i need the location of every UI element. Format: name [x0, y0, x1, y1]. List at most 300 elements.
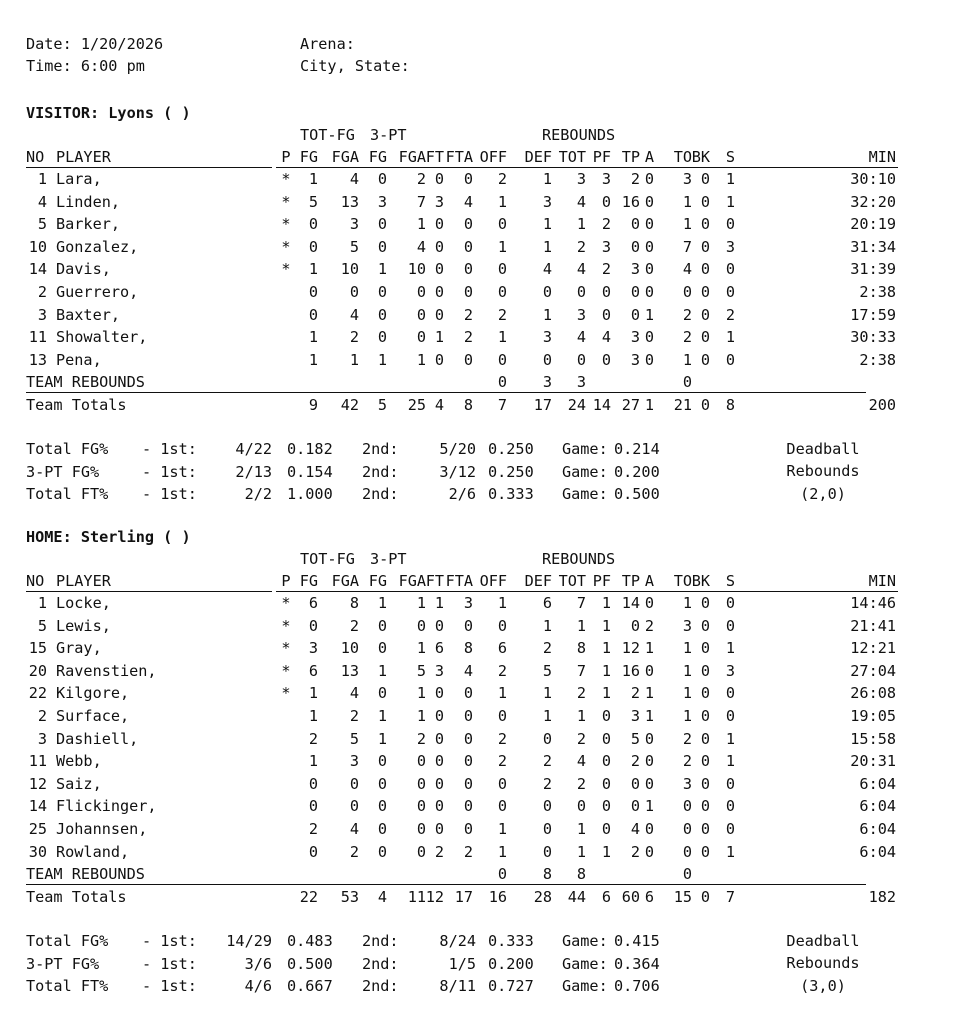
stat-to: 1 — [682, 215, 692, 233]
total-reb-tot: 44 — [567, 888, 586, 906]
stat-3pt-fg: 0 — [377, 238, 387, 256]
player-starter-flag: * — [281, 639, 291, 657]
stat-s: 0 — [725, 283, 735, 301]
stat-fga: 5 — [349, 238, 359, 256]
stat-ft: 0 — [434, 617, 444, 635]
stat-a: 0 — [644, 351, 654, 369]
pct-first-half-made: 2/13 — [235, 463, 272, 481]
stat-3pt-fg: 1 — [377, 662, 387, 680]
stat-fta: 0 — [463, 617, 473, 635]
stat-reb-off: 2 — [497, 662, 507, 680]
stat-pf: 1 — [601, 617, 611, 635]
stat-to: 0 — [682, 820, 692, 838]
stat-3pt-fga: 1 — [416, 684, 426, 702]
stat-tp: 0 — [630, 617, 640, 635]
player-name: Johannsen, — [56, 820, 148, 838]
stat-min: 27:04 — [850, 662, 896, 680]
stat-reb-off: 2 — [497, 730, 507, 748]
stat-bk: 0 — [700, 617, 710, 635]
stat-to: 1 — [682, 662, 692, 680]
stat-fg: 0 — [308, 617, 318, 635]
stat-ft: 0 — [434, 351, 444, 369]
stat-3pt-fg: 0 — [377, 283, 387, 301]
stat-bk: 0 — [700, 639, 710, 657]
stat-reb-def: 2 — [542, 639, 552, 657]
pct-label: Total FG% — [26, 440, 109, 458]
stat-s: 1 — [725, 193, 735, 211]
stat-fg: 0 — [308, 306, 318, 324]
stat-to: 1 — [682, 351, 692, 369]
pct-first-half-value: 0.667 — [287, 977, 333, 995]
player-name: Gonzalez, — [56, 238, 139, 256]
stat-pf: 0 — [601, 775, 611, 793]
stat-a: 0 — [644, 752, 654, 770]
team-rebounds-label: TEAM REBOUNDS — [26, 373, 145, 391]
stat-fga: 4 — [349, 684, 359, 702]
stat-reb-def: 1 — [542, 707, 552, 725]
col-header-def-10: DEF — [524, 148, 552, 166]
stat-bk: 0 — [700, 820, 710, 838]
stat-a: 1 — [644, 797, 654, 815]
col-header-min-18: MIN — [868, 572, 896, 590]
header-underline-left — [26, 167, 272, 168]
pct-second-half-label: 2nd: — [362, 463, 399, 481]
player-starter-flag: * — [281, 170, 291, 188]
game-date: Date: 1/20/2026 — [26, 35, 164, 53]
player-name: Flickinger, — [56, 797, 157, 815]
stat-reb-tot: 4 — [576, 260, 586, 278]
stat-s: 0 — [725, 351, 735, 369]
stat-a: 2 — [644, 617, 654, 635]
stat-reb-off: 1 — [497, 820, 507, 838]
stat-bk: 0 — [700, 594, 710, 612]
stat-tp: 16 — [621, 193, 640, 211]
stat-bk: 0 — [700, 193, 710, 211]
stat-bk: 0 — [700, 306, 710, 324]
stat-3pt-fg: 0 — [377, 639, 387, 657]
team-totals-label: Team Totals — [26, 396, 127, 414]
stat-3pt-fga: 1 — [416, 707, 426, 725]
stat-fg: 0 — [308, 797, 318, 815]
stat-fga: 4 — [349, 820, 359, 838]
stat-tp: 3 — [630, 328, 640, 346]
stat-to: 2 — [682, 306, 692, 324]
stat-to: 1 — [682, 707, 692, 725]
pct-second-half-label: 2nd: — [362, 932, 399, 950]
total-to: 15 — [673, 888, 692, 906]
stat-reb-tot: 1 — [576, 617, 586, 635]
stat-pf: 0 — [601, 193, 611, 211]
stat-fg: 6 — [308, 662, 318, 680]
stat-bk: 0 — [700, 730, 710, 748]
stat-a: 0 — [644, 843, 654, 861]
pct-first-half-value: 0.500 — [287, 955, 333, 973]
stat-a: 0 — [644, 594, 654, 612]
stat-3pt-fg: 1 — [377, 260, 387, 278]
pct-game-label: Game: — [562, 485, 608, 503]
stat-tp: 16 — [621, 662, 640, 680]
stat-s: 0 — [725, 775, 735, 793]
pct-second-half-made: 8/11 — [439, 977, 476, 995]
col-header-fg-5: FG — [368, 572, 387, 590]
stat-reb-off: 2 — [497, 752, 507, 770]
stat-reb-tot: 4 — [576, 328, 586, 346]
stat-reb-tot: 2 — [576, 684, 586, 702]
stat-s: 1 — [725, 752, 735, 770]
total-min: 182 — [868, 888, 896, 906]
stat-to: 3 — [682, 170, 692, 188]
stat-fga: 8 — [349, 594, 359, 612]
pct-game-value: 0.500 — [614, 485, 660, 503]
stat-min: 21:41 — [850, 617, 896, 635]
stat-bk: 0 — [700, 170, 710, 188]
pct-second-half-label: 2nd: — [362, 440, 399, 458]
player-number: 3 — [37, 730, 47, 748]
stat-fta: 3 — [463, 594, 473, 612]
pct-first-half-value: 0.182 — [287, 440, 333, 458]
stat-3pt-fga: 0 — [416, 283, 426, 301]
stat-bk: 0 — [700, 684, 710, 702]
stat-min: 14:46 — [850, 594, 896, 612]
stat-3pt-fga: 2 — [416, 730, 426, 748]
stat-tp: 12 — [621, 639, 640, 657]
stat-a: 0 — [644, 775, 654, 793]
stat-reb-tot: 0 — [576, 797, 586, 815]
total-pf: 6 — [601, 888, 611, 906]
deadball-count: (3,0) — [800, 977, 846, 995]
col-header-to-15: TO — [673, 148, 692, 166]
stat-fg: 5 — [308, 193, 318, 211]
stat-s: 0 — [725, 594, 735, 612]
pct-second-half-value: 0.250 — [488, 440, 534, 458]
stat-fg: 1 — [308, 260, 318, 278]
stat-ft: 1 — [434, 594, 444, 612]
stat-reb-off: 1 — [497, 238, 507, 256]
stat-fg: 1 — [308, 170, 318, 188]
player-number: 4 — [37, 193, 47, 211]
stat-bk: 0 — [700, 351, 710, 369]
pct-first-half-label: - 1st: — [142, 955, 197, 973]
stat-s: 0 — [725, 707, 735, 725]
col-header-fga-4: FGA — [331, 572, 359, 590]
stat-ft: 2 — [434, 843, 444, 861]
player-name: Dashiell, — [56, 730, 139, 748]
col-header-pf-12: PF — [592, 572, 611, 590]
stat-3pt-fga: 0 — [416, 843, 426, 861]
header-underline-left — [26, 591, 272, 592]
stat-3pt-fga: 1 — [416, 351, 426, 369]
stat-tp: 5 — [630, 730, 640, 748]
stat-reb-tot: 3 — [576, 170, 586, 188]
col-header-p-2: P — [281, 572, 291, 590]
stat-a: 0 — [644, 238, 654, 256]
col-header-bk-16: BK — [691, 572, 710, 590]
stat-to: 7 — [682, 238, 692, 256]
stat-reb-def: 4 — [542, 260, 552, 278]
stat-bk: 0 — [700, 328, 710, 346]
stat-tp: 3 — [630, 351, 640, 369]
pct-second-half-label: 2nd: — [362, 977, 399, 995]
pct-first-half-value: 1.000 — [287, 485, 333, 503]
stat-bk: 0 — [700, 215, 710, 233]
stat-ft: 6 — [434, 639, 444, 657]
stat-3pt-fg: 0 — [377, 797, 387, 815]
team-rebounds-def: 3 — [542, 373, 552, 391]
player-number: 30 — [28, 843, 47, 861]
col-header-fg-3: FG — [299, 572, 318, 590]
player-number: 14 — [28, 260, 47, 278]
player-name: Rowland, — [56, 843, 130, 861]
stat-s: 1 — [725, 843, 735, 861]
stat-fg: 6 — [308, 594, 318, 612]
stat-reb-off: 0 — [497, 215, 507, 233]
col-header-tot-11: TOT — [558, 148, 586, 166]
stat-pf: 0 — [601, 707, 611, 725]
stat-reb-tot: 2 — [576, 238, 586, 256]
stat-to: 3 — [682, 775, 692, 793]
stat-tp: 2 — [630, 843, 640, 861]
stat-min: 6:04 — [859, 843, 896, 861]
stat-reb-def: 1 — [542, 170, 552, 188]
col-header-s-17: S — [725, 572, 735, 590]
total-to: 21 — [673, 396, 692, 414]
stat-min: 19:05 — [850, 707, 896, 725]
stat-3pt-fg: 1 — [377, 594, 387, 612]
stat-ft: 3 — [434, 193, 444, 211]
total-s: 8 — [725, 396, 735, 414]
stat-3pt-fg: 1 — [377, 351, 387, 369]
stat-ft: 0 — [434, 215, 444, 233]
stat-fg: 1 — [308, 684, 318, 702]
stat-tp: 0 — [630, 775, 640, 793]
stat-a: 1 — [644, 306, 654, 324]
stat-reb-def: 3 — [542, 193, 552, 211]
stat-reb-off: 1 — [497, 684, 507, 702]
stat-reb-off: 0 — [497, 260, 507, 278]
stat-to: 0 — [682, 843, 692, 861]
player-number: 10 — [28, 238, 47, 256]
pct-second-half-made: 5/20 — [439, 440, 476, 458]
stat-bk: 0 — [700, 662, 710, 680]
player-name: Davis, — [56, 260, 111, 278]
stat-3pt-fg: 0 — [377, 820, 387, 838]
stat-tp: 2 — [630, 170, 640, 188]
total-a: 6 — [644, 888, 654, 906]
pct-first-half-label: - 1st: — [142, 485, 197, 503]
total-fg: 9 — [308, 396, 318, 414]
col-header-fga-6: FGA — [398, 148, 426, 166]
stat-reb-off: 1 — [497, 843, 507, 861]
stat-min: 6:04 — [859, 820, 896, 838]
stat-ft: 3 — [434, 662, 444, 680]
stat-3pt-fga: 4 — [416, 238, 426, 256]
pct-second-half-made: 2/6 — [448, 485, 476, 503]
stat-reb-tot: 0 — [576, 351, 586, 369]
stat-tp: 2 — [630, 684, 640, 702]
stat-reb-def: 0 — [542, 797, 552, 815]
stat-ft: 0 — [434, 238, 444, 256]
stat-min: 6:04 — [859, 775, 896, 793]
pct-first-half-value: 0.483 — [287, 932, 333, 950]
stat-reb-def: 0 — [542, 283, 552, 301]
col-header-fg-3: FG — [299, 148, 318, 166]
total-reb-off: 16 — [488, 888, 507, 906]
col-header-bk-16: BK — [691, 148, 710, 166]
stat-3pt-fg: 0 — [377, 843, 387, 861]
col-header-fta-8: FTA — [445, 148, 473, 166]
total-fg: 22 — [299, 888, 318, 906]
stat-ft: 0 — [434, 707, 444, 725]
stat-3pt-fg: 0 — [377, 775, 387, 793]
total-min: 200 — [868, 396, 896, 414]
stat-3pt-fg: 0 — [377, 752, 387, 770]
stat-fta: 0 — [463, 797, 473, 815]
stat-to: 2 — [682, 730, 692, 748]
stat-reb-def: 1 — [542, 617, 552, 635]
stat-reb-def: 1 — [542, 215, 552, 233]
player-number: 13 — [28, 351, 47, 369]
stat-reb-off: 1 — [497, 328, 507, 346]
total-reb-off: 7 — [497, 396, 507, 414]
stat-3pt-fga: 10 — [407, 260, 426, 278]
stat-fg: 3 — [308, 639, 318, 657]
pct-second-half-value: 0.200 — [488, 955, 534, 973]
player-name: Locke, — [56, 594, 111, 612]
player-number: 11 — [28, 328, 47, 346]
player-number: 14 — [28, 797, 47, 815]
stat-s: 0 — [725, 617, 735, 635]
team-rebounds-off: 0 — [497, 373, 507, 391]
col-header-player-1: PLAYER — [56, 148, 111, 166]
pct-first-half-made: 4/22 — [235, 440, 272, 458]
total-3pt-fga: 25 — [407, 396, 426, 414]
pct-second-half-label: 2nd: — [362, 955, 399, 973]
totals-divider — [26, 392, 866, 393]
stat-ft: 0 — [434, 684, 444, 702]
stat-3pt-fg: 0 — [377, 170, 387, 188]
stat-reb-off: 0 — [497, 617, 507, 635]
total-s: 7 — [725, 888, 735, 906]
stat-fg: 2 — [308, 730, 318, 748]
stat-reb-tot: 1 — [576, 215, 586, 233]
stat-s: 0 — [725, 215, 735, 233]
total-3pt-fg: 4 — [377, 888, 387, 906]
stat-fta: 0 — [463, 238, 473, 256]
stat-reb-tot: 2 — [576, 775, 586, 793]
stat-reb-tot: 4 — [576, 193, 586, 211]
stat-bk: 0 — [700, 752, 710, 770]
stat-3pt-fg: 1 — [377, 707, 387, 725]
deadball-label: Rebounds — [786, 954, 860, 972]
pct-game-label: Game: — [562, 463, 608, 481]
pct-label: 3-PT FG% — [26, 463, 100, 481]
player-name: Surface, — [56, 707, 130, 725]
pct-first-half-label: - 1st: — [142, 463, 197, 481]
player-number: 25 — [28, 820, 47, 838]
player-starter-flag: * — [281, 260, 291, 278]
stat-fg: 0 — [308, 238, 318, 256]
stat-min: 20:31 — [850, 752, 896, 770]
stat-reb-off: 2 — [497, 170, 507, 188]
stat-ft: 0 — [434, 775, 444, 793]
pct-first-half-label: - 1st: — [142, 977, 197, 995]
stat-bk: 0 — [700, 238, 710, 256]
stat-min: 17:59 — [850, 306, 896, 324]
stat-pf: 1 — [601, 843, 611, 861]
col-header-s-17: S — [725, 148, 735, 166]
stat-fta: 0 — [463, 775, 473, 793]
stat-min: 6:04 — [859, 797, 896, 815]
col-header-fg-5: FG — [368, 148, 387, 166]
stat-fga: 0 — [349, 797, 359, 815]
stat-fta: 0 — [463, 260, 473, 278]
stat-a: 0 — [644, 820, 654, 838]
stat-fg: 1 — [308, 328, 318, 346]
stat-ft: 0 — [434, 820, 444, 838]
col-header-player-1: PLAYER — [56, 572, 111, 590]
stat-3pt-fga: 1 — [416, 639, 426, 657]
pct-game-value: 0.200 — [614, 463, 660, 481]
col-group-tot-fg: TOT-FG — [300, 550, 355, 568]
stat-3pt-fga: 0 — [416, 820, 426, 838]
stat-reb-tot: 0 — [576, 283, 586, 301]
stat-a: 0 — [644, 193, 654, 211]
stat-fta: 0 — [463, 684, 473, 702]
col-header-a-14: A — [644, 572, 654, 590]
stat-fga: 13 — [340, 193, 359, 211]
pct-label: Total FT% — [26, 977, 109, 995]
stat-a: 1 — [644, 707, 654, 725]
pct-game-value: 0.364 — [614, 955, 660, 973]
stat-tp: 2 — [630, 752, 640, 770]
stat-min: 31:39 — [850, 260, 896, 278]
stat-min: 30:33 — [850, 328, 896, 346]
stat-reb-off: 0 — [497, 283, 507, 301]
player-name: Kilgore, — [56, 684, 130, 702]
stat-reb-off: 6 — [497, 639, 507, 657]
stat-reb-off: 0 — [497, 797, 507, 815]
stat-min: 26:08 — [850, 684, 896, 702]
stat-fg: 0 — [308, 283, 318, 301]
stat-ft: 0 — [434, 306, 444, 324]
pct-game-value: 0.214 — [614, 440, 660, 458]
stat-fg: 1 — [308, 752, 318, 770]
team-rebounds-label: TEAM REBOUNDS — [26, 865, 145, 883]
team-title: HOME: Sterling ( ) — [26, 528, 191, 546]
stat-fg: 0 — [308, 215, 318, 233]
total-reb-tot: 24 — [567, 396, 586, 414]
total-tp: 60 — [621, 888, 640, 906]
player-number: 20 — [28, 662, 47, 680]
col-header-p-2: P — [281, 148, 291, 166]
stat-fta: 2 — [463, 843, 473, 861]
player-number: 1 — [37, 170, 47, 188]
team-rebounds-to: 0 — [682, 373, 692, 391]
stat-ft: 0 — [434, 752, 444, 770]
stat-a: 1 — [644, 684, 654, 702]
stat-to: 3 — [682, 617, 692, 635]
header-underline-right — [276, 167, 898, 168]
stat-pf: 0 — [601, 283, 611, 301]
col-group-3pt: 3-PT — [370, 126, 407, 144]
stat-bk: 0 — [700, 843, 710, 861]
stat-reb-def: 6 — [542, 594, 552, 612]
player-name: Gray, — [56, 639, 102, 657]
stat-fta: 4 — [463, 662, 473, 680]
player-name: Webb, — [56, 752, 102, 770]
stat-fga: 2 — [349, 843, 359, 861]
pct-second-half-value: 0.333 — [488, 932, 534, 950]
